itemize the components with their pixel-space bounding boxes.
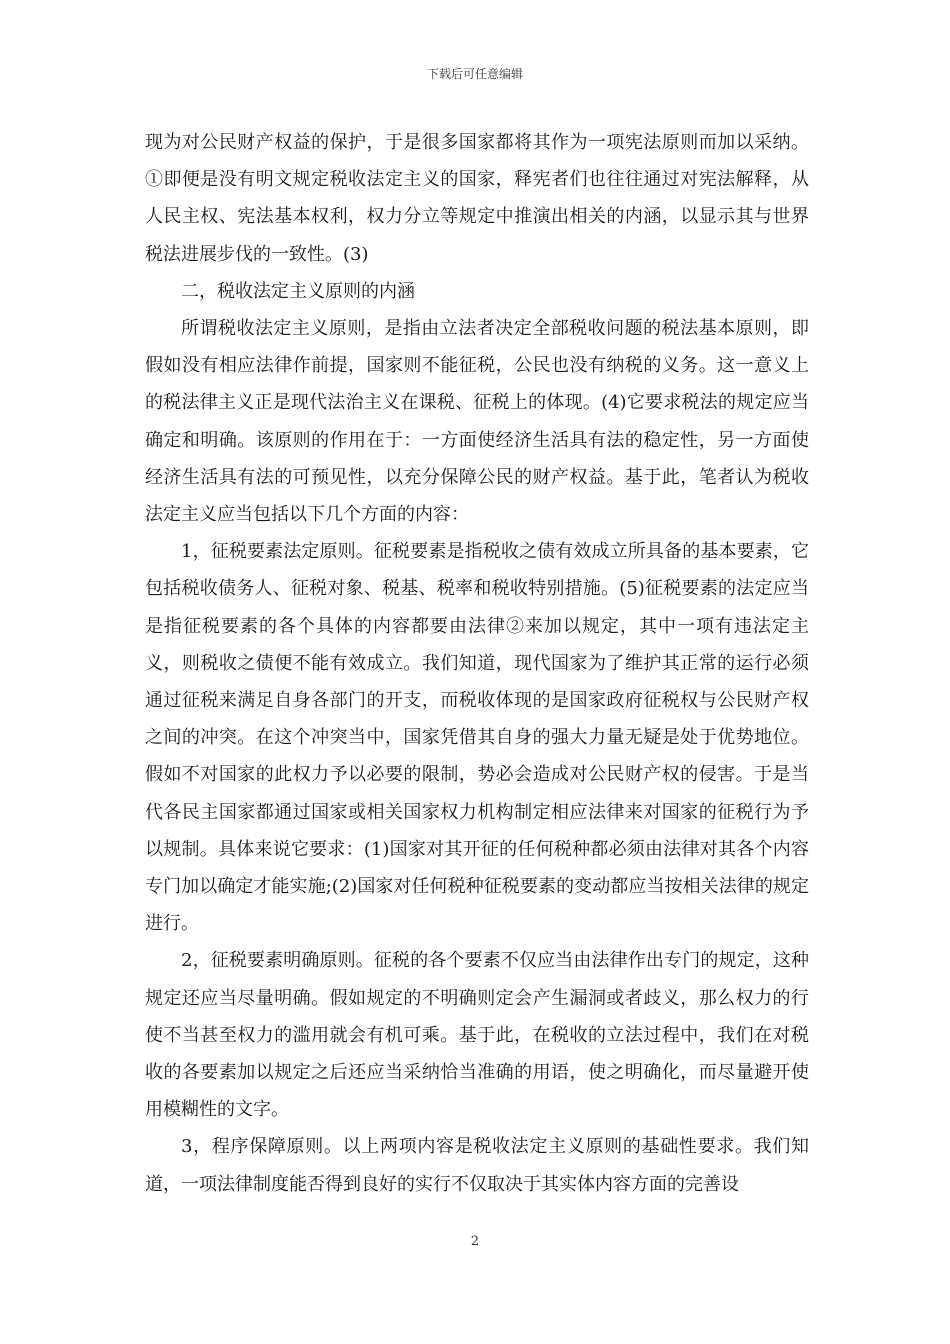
page-header: 下载后可任意编辑: [426, 67, 523, 81]
paragraph-continuation: 现为对公民财产权益的保护，于是很多国家都将其作为一项宪法原则而加以采纳。①即便是没有明文规定税收法定主义的国家，释宪者们也往往通过对宪法解释，从人民主权、宪法基本权利，权力分立等规定中推演出相关的内涵，以显示其与世界税法进展步伐的一致性。(3): [145, 132, 809, 265]
paragraph-point-1: 1，征税要素法定原则。征税要素是指税收之债有效成立所具备的基本要素，它包括税收债务人、征税对象、税基、税率和税收特别措施。(5)征税要素的法定应当是指征税要素的各个具体的内容都要由法律②来加以规定，其中一项有违法定主义，则税收之债便不能有效成立。我们知道，现代国家为了维护其正常的运行必须通过征税来满足自身各部门的开支，而税收体现的是国家政府征税权与公民财产权之间的冲突。在这个冲突当中，国家凭借其自身的强大力量无疑是处于优势地位。假如不对国家的此权力予以必要的限制，势必会造成对公民财产权的侵害。于是当代各民主国家都通过国家或相关国家权力机构制定相应法律来对国家的征税行为予以规制。具体来说它要求：(1)国家对其开征的任何税种都必须由法律对其各个内容专门加以确定才能实施;(2)国家对任何税种征税要素的变动都应当按相关法律的规定进行。: [145, 541, 809, 935]
document-body: [145, 124, 809, 1203]
paragraph-point-3: 3，程序保障原则。以上两项内容是税收法定主义原则的基础性要求。我们知道，一项法律制度能否得到良好的实行不仅取决于其实体内容方面的完善设: [145, 1136, 809, 1195]
paragraph-definition: 所谓税收法定主义原则，是指由立法者决定全部税收问题的税法基本原则，即假如没有相应法律作前提，国家则不能征税，公民也没有纳税的义务。这一意义上的税法律主义正是现代法治主义在课税、征税上的体现。(4)它要求税法的规定应当确定和明确。该原则的作用在于：一方面使经济生活具有法的稳定性，另一方面使经济生活具有法的可预见性，以充分保障公民的财产权益。基于此，笔者认为税收法定主义应当包括以下几个方面的内容：: [145, 318, 809, 526]
section-heading: 二，税收法定主义原则的内涵: [181, 280, 415, 302]
paragraph-point-2: 2，征税要素明确原则。征税的各个要素不仅应当由法律作出专门的规定，这种规定还应当尽量明确。假如规定的不明确则定会产生漏洞或者歧义，那么权力的行使不当甚至权力的滥用就会有机可乘。基于此，在税收的立法过程中，我们在对税收的各要素加以规定之后还应当采纳恰当准确的用语，使之明确化，而尽量避开使用模糊性的文字。: [145, 950, 809, 1121]
page-number: 2: [470, 1234, 480, 1249]
